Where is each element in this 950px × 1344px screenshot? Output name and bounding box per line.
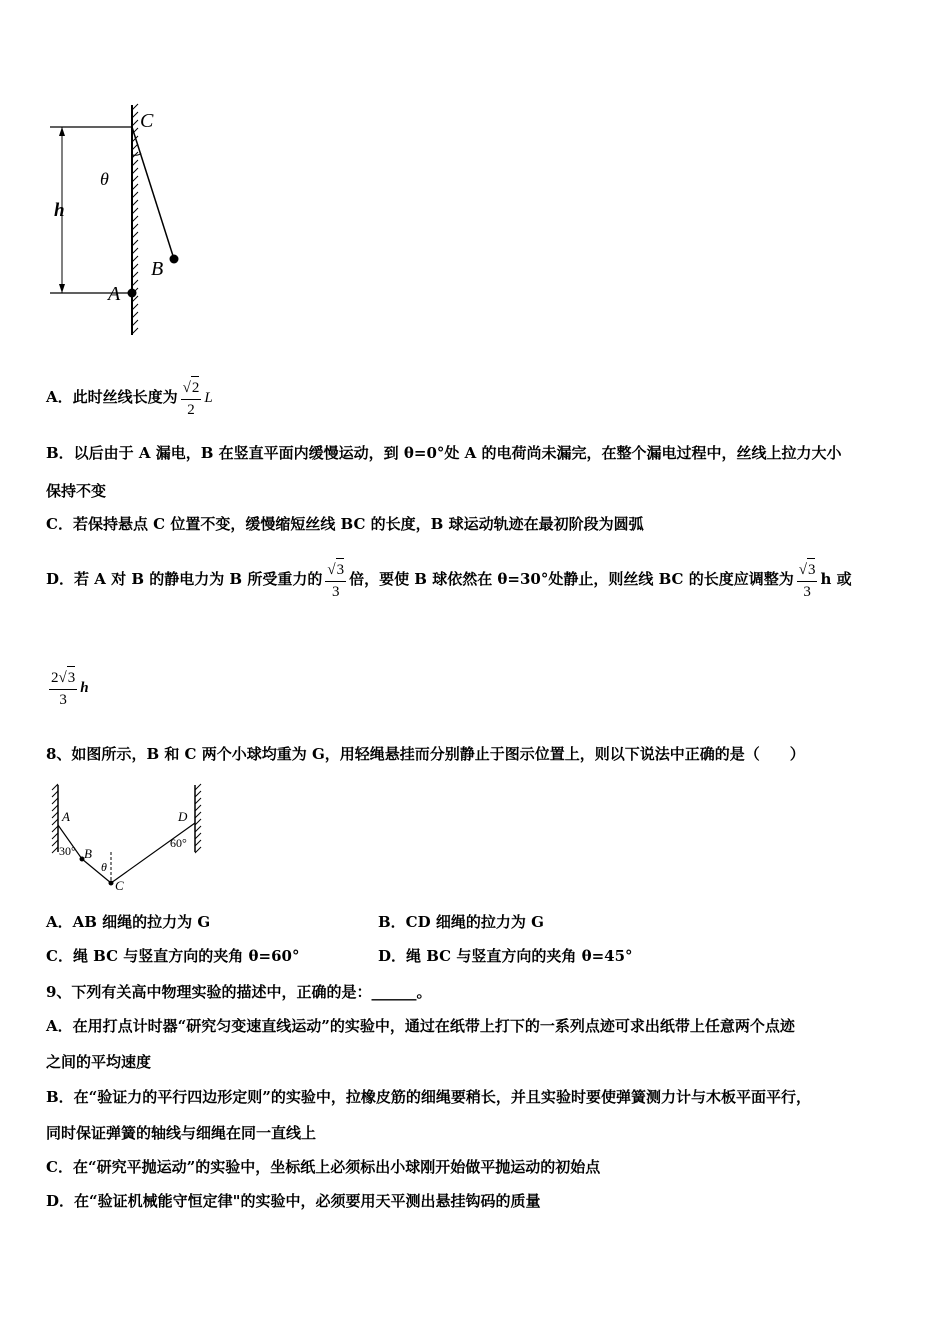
label-c: C xyxy=(115,878,124,893)
fraction-sqrt3-over-3: $\frac{√3}{3}$ xyxy=(325,558,346,602)
q8-option-d: D．绳 BC 与竖直方向的夹角 θ=45° xyxy=(378,947,633,965)
label-theta: θ xyxy=(101,860,107,874)
label-d: D xyxy=(178,809,188,824)
q7-option-d: D．若 A 对 B 的静电力为 B 所受重力的 $\frac{√3}{3}$ 倍，要使 B 球依然在 θ=30°处静止，则丝线 BC 的长度应调整为 $\frac{√3}{3}$ h 或 xyxy=(46,558,852,602)
string-bc xyxy=(132,127,174,259)
q7-option-c: C．若保持悬点 C 位置不变，缓慢缩短丝线 BC 的长度，B 球运动轨迹在最初阶段为圆弧 xyxy=(46,515,644,533)
fraction-sqrt3-over-3-b: $\frac{√3}{3}$ xyxy=(797,558,818,602)
q9-option-c: C．在“研究平抛运动”的实验中，坐标纸上必须标出小球刚开始做平抛运动的初始点 xyxy=(46,1158,601,1176)
ball-c xyxy=(109,881,114,886)
q7-option-b-line1: B．以后由于 A 漏电，B 在竖直平面内缓慢运动，到 θ=0°处 A 的电荷尚未漏完，在整个漏电过程中，丝线上拉力大小 xyxy=(46,444,842,462)
h-arrow-down xyxy=(59,284,65,293)
q7-option-a: A．此时丝线长度为 $\frac{√2}{2}$ L xyxy=(46,376,213,420)
ball-a xyxy=(128,289,137,298)
q8-option-b: B．CD 细绳的拉力为 G xyxy=(378,913,544,931)
angle-right: 60° xyxy=(170,836,187,850)
h-arrow-up xyxy=(59,127,65,136)
label-c: C xyxy=(140,110,154,132)
ball-b xyxy=(170,255,179,264)
q9-stem: 9、下列有关高中物理实验的描述中，正确的是：______。 xyxy=(46,983,432,1001)
q8-stem: 8、如图所示，B 和 C 两个小球均重为 G，用轻绳悬挂而分别静止于图示位置上，则以下说法中正确的是（ ） xyxy=(46,745,805,763)
q9-option-a-line2: 之间的平均速度 xyxy=(46,1053,152,1071)
q7-option-d-cont: $\frac{2√3}{3}$ h xyxy=(46,666,89,710)
fraction-sqrt2-over-2: $\frac{√2}{2}$ xyxy=(181,376,202,420)
rope-cd xyxy=(111,823,195,883)
q9-option-b-line2: 同时保证弹簧的轴线与细绳在同一直线上 xyxy=(46,1124,317,1142)
q9-option-b-line1: B．在“验证力的平行四边形定则”的实验中，拉橡皮筋的细绳要稍长，并且实验时要使弹簧测力计与木板平面平行， xyxy=(46,1088,811,1106)
label-a: A xyxy=(108,283,121,305)
right-wall-hatching xyxy=(195,784,201,853)
q7-figure xyxy=(40,100,200,340)
q9-option-d: D．在“验证机械能守恒定律"的实验中，必须要用天平测出悬挂钩码的质量 xyxy=(46,1192,541,1210)
fraction-2sqrt3-over-3: $\frac{2√3}{3}$ xyxy=(49,666,77,710)
left-wall-hatching xyxy=(52,784,58,853)
label-a: A xyxy=(62,809,70,824)
label-b: B xyxy=(84,846,92,861)
label-theta: θ xyxy=(100,169,109,189)
label-h: h xyxy=(54,200,65,221)
q8-option-a: A．AB 细绳的拉力为 G xyxy=(46,913,211,931)
angle-left: 30° xyxy=(59,844,76,858)
q8-option-c: C．绳 BC 与竖直方向的夹角 θ=60° xyxy=(46,947,300,965)
q9-option-a-line1: A．在用打点计时器“研究匀变速直线运动”的实验中，通过在纸带上打下的一系列点迹可求出纸带上任意两个点迹 xyxy=(46,1017,795,1035)
q7-option-b-line2: 保持不变 xyxy=(46,482,107,500)
q8-figure xyxy=(50,780,210,895)
label-b: B xyxy=(151,258,164,280)
